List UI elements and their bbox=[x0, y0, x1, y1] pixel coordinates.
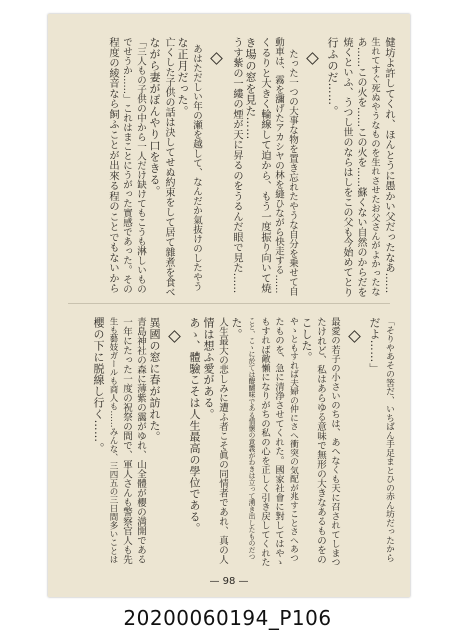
text-column: こした。 bbox=[300, 317, 313, 363]
text-column: だよ……」 bbox=[368, 317, 381, 374]
text-column: 一年にたった一度の祝祭の間で、軍人さんも警察官人も先 bbox=[121, 317, 132, 564]
section-divider-mark bbox=[168, 330, 181, 343]
text-column: た。 bbox=[230, 317, 243, 340]
text-column: あ……この火を……この火を……蘇くない自然のからだを bbox=[355, 37, 366, 297]
text-column: 青島神社の森に薄紫の靄がゆれ、山全體が櫻の満開である bbox=[135, 317, 146, 564]
text-column: 動車は、霧を瀰げたアカシヤの林を縫ひながら快走する…… bbox=[273, 37, 284, 294]
text-column: き場の窓を見た…… bbox=[244, 37, 257, 140]
text-column: 最愛の若子の小さいのちは、あへなくも天に召されてしまつ bbox=[329, 317, 340, 567]
text-column: 程度の綾音なら飼ふことが出來る程のことでもないから bbox=[107, 37, 119, 294]
section-divider-mark bbox=[210, 52, 223, 65]
image-caption: 20200060194_P106 bbox=[123, 606, 332, 630]
text-column: たった一つの大事な物を置き忘れたやうな自分を乗せて自 bbox=[287, 49, 298, 296]
text-column: やゝともすれば夫婦の仲にさへ衝突の気配が兆すことさへあつ bbox=[288, 317, 298, 562]
text-column: うす紫の一縷の煙が天に昇るのをうるんだ眼で見た…… bbox=[231, 37, 243, 294]
book-page bbox=[48, 14, 410, 597]
text-column: こと、こゝに於ては醍醐味である情懷の意義がわきは立って湧き出したものだつ bbox=[247, 317, 255, 560]
text-column: 櫻の下に脱線し行く……。 bbox=[92, 317, 105, 454]
block-divider bbox=[68, 303, 390, 304]
text-column: な正月だった。 bbox=[176, 37, 189, 117]
text-column: でせうか……」これはまことにうがった實感であった。その bbox=[121, 37, 132, 294]
text-column: あはただしい年の瀬を越して、なんだか氣抜けのしたやう bbox=[191, 44, 202, 291]
text-column: 「そりやあその筈だ、いちばん手足まとひの赤ん坊だったから bbox=[384, 317, 394, 562]
text-column: ながら妻がぽんやり口をきる。 bbox=[148, 37, 161, 197]
text-column: 人生最大の悲しみに遭ふ者こそ眞の同情者であれ、真の人 bbox=[217, 317, 228, 564]
section-divider-mark bbox=[348, 330, 361, 343]
text-column: もすれば敵懶になりがちの私の心を正しく引き戻してくれた bbox=[259, 317, 270, 567]
text-column: くるりと大きく輪線して迫から、もう一度振り向いて焼 bbox=[259, 37, 271, 294]
page-number: — 98 — bbox=[209, 576, 249, 587]
text-column: たけれど、私はあらゆる意味で無形の大きなあるものをの bbox=[315, 317, 326, 564]
text-column: 亡くした子供の話は決してせぬ約束をして居て雜煮を食べ bbox=[163, 37, 174, 297]
text-column: 健坊よ許してくれ、ほんとうに愚かい父だったなあ…… bbox=[383, 37, 395, 294]
text-column: たものを、急に清浄させてくれた。國家社會に對してはやゝ bbox=[273, 317, 284, 567]
section-divider-mark bbox=[306, 52, 319, 65]
text-column: 生れてすぐ死ぬやうなものを生れさせたお父さんがよかったな bbox=[369, 37, 380, 296]
text-column: 行ふのだ……。 bbox=[326, 37, 339, 117]
text-column: 焼くといふ、うつし世のならはしをこの父も今始めてとり bbox=[341, 37, 352, 297]
text-column: 生も藝妓ガールも商人も……みんな、三四五の三日間多いことは bbox=[108, 317, 118, 564]
text-column: あゝ、體驗こそは人生最高の學位である。 bbox=[188, 317, 201, 534]
text-column: 異國の窓に春が訪れた。 bbox=[148, 317, 161, 443]
text-column: 情は想ふ愛がある。 bbox=[202, 317, 215, 420]
text-column: 「三人もの子供の中から一人だけ缺けてもこうも淋しいもの bbox=[135, 37, 146, 294]
